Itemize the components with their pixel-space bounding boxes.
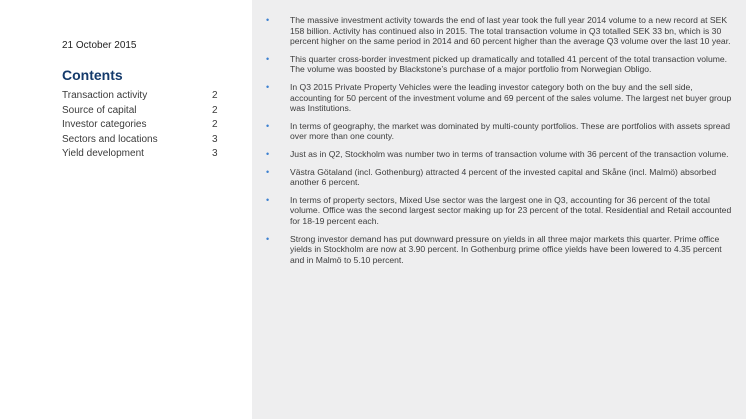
bullet-item bbox=[266, 167, 736, 188]
toc-item-label: Sectors and locations bbox=[62, 133, 158, 145]
report-date: 21 October 2015 bbox=[62, 40, 137, 51]
toc-item-page: 3 bbox=[212, 133, 218, 145]
bullet-item bbox=[266, 82, 736, 114]
toc-item-page: 3 bbox=[212, 148, 218, 159]
bullet-text: Västra Götaland (incl. Gothenburg) attracted 4 percent of the invested capital and Skåne (incl. Malmö) absorbed another 6 percent. bbox=[290, 166, 717, 188]
bullet-icon: • bbox=[266, 81, 270, 92]
summary-panel bbox=[252, 0, 746, 419]
toc-item-page: 2 bbox=[212, 119, 218, 130]
bullet-icon: • bbox=[266, 194, 270, 205]
toc-item[interactable] bbox=[62, 118, 222, 133]
bullet-icon: • bbox=[266, 148, 270, 159]
toc-item-label: Yield development bbox=[62, 148, 144, 159]
summary-bullet-list bbox=[266, 15, 736, 272]
bullet-text: In Q3 2015 Private Property Vehicles were the leading investor category both on the buy and the sell side, accounting for 50 percent of the investment volume and 69 percent of the sales volume. The largest net buyer group was Institutions. bbox=[290, 81, 732, 114]
bullet-text: The massive investment activity towards the end of last year took the full year 2014 volume to a new record at SEK 158 billion. Activity has continued also in 2015. The total transaction volume in Q3 totalled SEK 33 bn, which is 30 percent higher on the same period in 2014 and 60 percent higher than the average Q3 volume over the last 10 year. bbox=[290, 15, 731, 47]
table-of-contents bbox=[62, 89, 222, 162]
sidebar bbox=[46, 0, 252, 419]
bullet-text: In terms of geography, the market was dominated by multi-county portfolios. These are portfolios with assets spread over more than one county. bbox=[290, 120, 731, 142]
toc-item-page: 2 bbox=[212, 104, 218, 116]
toc-item-label: Source of capital bbox=[62, 104, 137, 116]
toc-item-page: 2 bbox=[212, 90, 218, 101]
bullet-text: Strong investor demand has put downward pressure on yields in all three major markets this quarter. Prime office yields in Stockholm are now at 3.90 percent. In Gothenburg prime office yields have been lowered to 4.35 percent and in Malmö to 5.10 percent. bbox=[290, 233, 722, 265]
bullet-icon: • bbox=[266, 53, 270, 64]
bullet-item bbox=[266, 195, 736, 227]
bullet-icon: • bbox=[266, 15, 270, 25]
bullet-icon: • bbox=[266, 120, 270, 131]
toc-item-label: Investor categories bbox=[62, 119, 147, 130]
bullet-text: Just as in Q2, Stockholm was number two in terms of transaction volume with 36 percent of the transaction volume. bbox=[290, 148, 729, 159]
toc-item-label: Transaction activity bbox=[62, 90, 148, 101]
bullet-icon: • bbox=[266, 233, 270, 244]
bullet-text: In terms of property sectors, Mixed Use sector was the largest one in Q3, accounting for 36 percent of the total volume. Office was the second largest sector making up for 23 percent of the total. Residential and Retail accounted for 18-19 percent each. bbox=[290, 194, 732, 226]
bullet-item bbox=[266, 121, 736, 142]
bullet-icon: • bbox=[266, 166, 270, 177]
toc-item[interactable] bbox=[62, 89, 222, 104]
toc-item[interactable] bbox=[62, 147, 222, 162]
bullet-text: This quarter cross-border investment picked up dramatically and totalled 41 percent of the total transaction volume. The volume was boosted by Blackstone’s purchase of a major portfolio from Norwegian Obligo. bbox=[290, 53, 728, 75]
toc-item[interactable] bbox=[62, 104, 222, 119]
bullet-item bbox=[266, 54, 736, 75]
contents-heading: Contents bbox=[62, 67, 123, 83]
bullet-item bbox=[266, 149, 736, 160]
toc-item[interactable] bbox=[62, 133, 222, 148]
bullet-item bbox=[266, 234, 736, 266]
bullet-item bbox=[266, 15, 736, 47]
